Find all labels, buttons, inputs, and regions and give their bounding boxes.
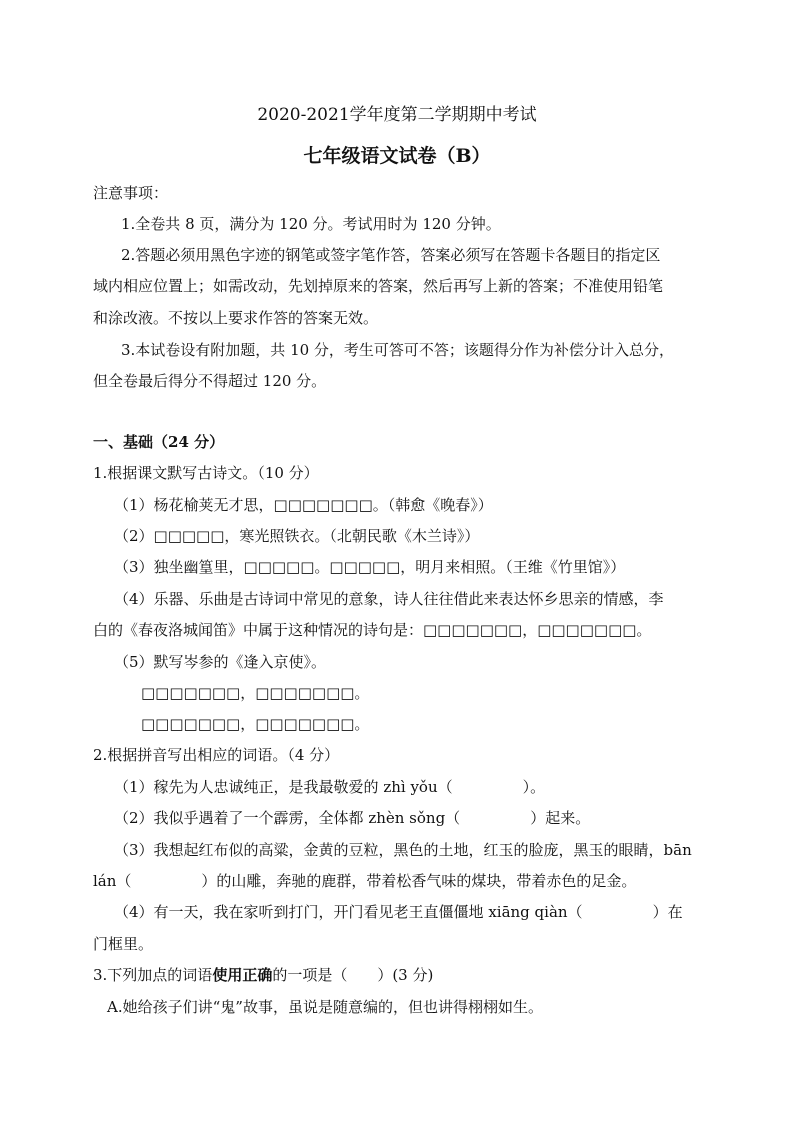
notice-item-2-line-2: 域内相应位置上；如需改动，先划掉原来的答案，然后再写上新的答案；不准使用铅笔 (93, 277, 664, 295)
section-1-heading: 一、基础（24 分） (93, 433, 225, 451)
notice-item-3-line-1: 3.本试卷设有附加题，共 10 分，考生可答可不答；该题得分作为补偿分计入总分， (121, 341, 674, 359)
question-3-stem-tail: 的一项是（ ）(3 分) (272, 966, 434, 984)
question-3-stem-text: 3.下列加点的词语 (93, 966, 213, 984)
question-2-part-1 (114, 777, 545, 797)
exam-subtitle: 七年级语文试卷（B） (303, 145, 491, 167)
question-2-part-3-line-1: （3）我想起红布似的高粱，金黄的豆粒，黑色的土地，红玉的脸庞，黑玉的眼睛，bān (114, 841, 692, 859)
question-2-part-2 (114, 808, 590, 828)
question-3-stem-emphasis: 使用正确 (212, 966, 273, 984)
question-2-part-3-line-2 (93, 871, 636, 891)
question-3-option-a: A.她给孩子们讲“鬼”故事，虽说是随意编的，但也讲得栩栩如生。 (107, 998, 543, 1016)
question-2-part-4-line-1 (114, 902, 683, 922)
question-1-part-3: （3）独坐幽篁里，□□□□□。□□□□□，明月来相照。（王维《竹里馆》） (114, 558, 626, 576)
question-1-part-5: （5）默写岑参的《逢入京使》。 (114, 653, 327, 671)
question-1-part-5-answer-b: □□□□□□□，□□□□□□□。 (141, 715, 370, 733)
question-2-part-3-text: lán（ (93, 872, 132, 890)
question-2-part-2-text: （2）我似乎遇着了一个霹雳，全体都 zhèn sǒng（ (114, 809, 461, 827)
question-1-part-2: （2）□□□□□，寒光照铁衣。（北朝民歌《木兰诗》） (114, 527, 480, 545)
question-3-stem (93, 965, 433, 985)
question-2-part-1-tail: ）。 (522, 778, 546, 796)
question-1-stem: 1.根据课文默写古诗文。（10 分） (93, 464, 319, 482)
question-2-part-4-line-2: 门框里。 (93, 935, 154, 953)
notice-item-1: 1.全卷共 8 页，满分为 120 分。考试用时为 120 分钟。 (121, 215, 501, 233)
notice-item-3-line-2: 但全卷最后得分不得超过 120 分。 (93, 372, 327, 390)
notice-item-2-line-3: 和涂改液。不按以上要求作答的答案无效。 (93, 309, 379, 327)
notice-item-2-line-1: 2.答题必须用黑色字迹的钢笔或签字笔作答，答案必须写在答题卡各题目的指定区 (121, 246, 661, 264)
question-2-part-4-tail: ）在 (652, 903, 683, 921)
question-2-part-3-tail: ）的山雕，奔驰的鹿群，带着松香气味的煤块，带着赤色的足金。 (201, 872, 637, 890)
question-2-stem: 2.根据拼音写出相应的词语。（4 分） (93, 746, 340, 764)
exam-title: 2020-2021学年度第二学期期中考试 (257, 105, 537, 125)
question-2-part-4-text: （4）有一天，我在家听到打门，开门看见老王直僵僵地 xiāng qiàn（ (114, 903, 583, 921)
question-2-part-1-text: （1）稼先为人忠诚纯正，是我最敬爱的 zhì yǒu（ (114, 778, 453, 796)
question-2-part-2-tail: ）起来。 (530, 809, 591, 827)
question-1-part-5-answer-a: □□□□□□□，□□□□□□□。 (141, 684, 370, 702)
question-1-part-4-line-2: 白的《春夜洛城闻笛》中属于这种情况的诗句是：□□□□□□□，□□□□□□□。 (93, 621, 652, 639)
notice-heading: 注意事项： (93, 184, 169, 202)
question-1-part-4-line-1: （4）乐器、乐曲是古诗词中常见的意象，诗人往往借此来表达怀乡思亲的情感，李 (114, 590, 664, 608)
question-1-part-1: （1）杨花榆荚无才思，□□□□□□□。（韩愈《晚春》） (114, 496, 493, 514)
